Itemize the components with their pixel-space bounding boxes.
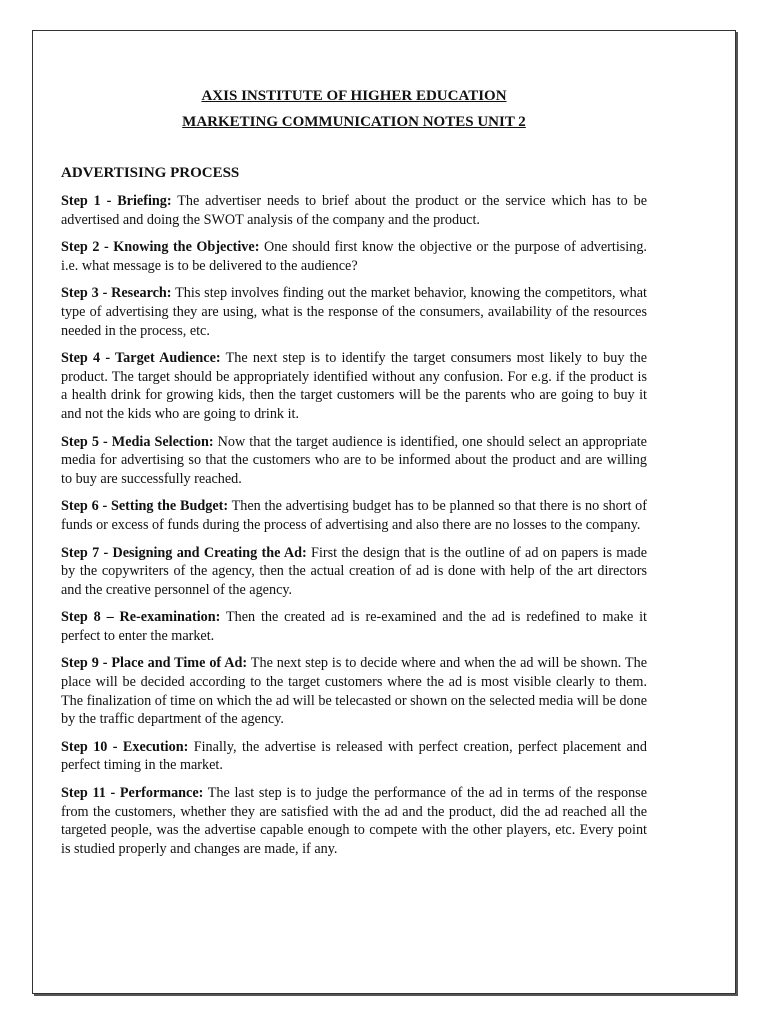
document-body xyxy=(61,86,647,858)
step-3-text: This step involves finding out the market behavior, knowing the competitors, what type of advertising they are using, what is the response of the consumers, availability of the resources needed in the process, etc. xyxy=(61,285,648,339)
step-7-paragraph xyxy=(61,544,647,600)
institute-title: AXIS INSTITUTE OF HIGHER EDUCATION xyxy=(201,88,507,104)
step-11-label: Step 11 - Performance: xyxy=(61,785,204,802)
notes-subtitle: MARKETING COMMUNICATION NOTES UNIT 2 xyxy=(182,114,526,130)
step-7-label: Step 7 - Designing and Creating the Ad: xyxy=(61,544,307,561)
step-4-text: The next step is to identify the target consumers most likely to buy the product. The target should be appropriately identified without any confusion. For e.g. if the product is a health drink for growing kids, then the target customers will be the parents who are going to buy it and not the kids who are going to drink it. xyxy=(61,350,647,422)
step-4-label: Step 4 - Target Audience: xyxy=(61,350,221,367)
step-10-paragraph xyxy=(61,738,647,775)
step-11-text: The last step is to judge the performance of the ad in terms of the response from the customers, whether they are satisfied with the ad and the product, did the ad reached all the targeted people, was the advertise capable enough to compete with the other players, etc. Every point is studied properly and changes are made, if any. xyxy=(61,785,647,857)
step-8-paragraph xyxy=(61,608,647,645)
step-6-text: Then the advertising budget has to be planned so that there is no short of funds or excess of funds during the process of advertising and also there are no losses to the company. xyxy=(61,498,647,533)
step-9-text: The next step is to decide where and when the ad will be shown. The place will be decided according to the target customers where the ad is most visible clearly to them. The finalization of time on which the ad will be telecasted or shown on the selected media will be done by the traffic department of the agency. xyxy=(61,655,647,728)
section-heading: ADVERTISING PROCESS xyxy=(61,165,240,181)
step-10-label: Step 10 - Execution: xyxy=(61,738,189,755)
step-8-label: Step 8 – Re-examination: xyxy=(61,609,221,626)
step-4-paragraph xyxy=(61,349,647,423)
step-1-label: Step 1 - Briefing: xyxy=(61,193,172,209)
step-10-text: Finally, the advertise is released with perfect creation, perfect placement and perfect timing in the market. xyxy=(61,738,647,774)
step-6-label: Step 6 - Setting the Budget: xyxy=(61,498,229,515)
step-2-paragraph xyxy=(61,238,647,275)
step-5-text: Now that the target audience is identified, one should select an appropriate media for advertising so that the customers who are to be informed about the product and are willing to buy are successfully reached. xyxy=(61,433,647,487)
step-6-paragraph xyxy=(61,497,647,534)
step-3-label: Step 3 - Research: xyxy=(61,285,172,302)
step-5-label: Step 5 - Media Selection: xyxy=(61,433,214,450)
step-2-label: Step 2 - Knowing the Objective: xyxy=(61,239,260,256)
step-7-text: First the design that is the outline of ad on papers is made by the copywriters of the agency, then the actual creation of ad is done with help of the art directors and the creative personnel of the agency. xyxy=(61,544,648,598)
step-9-paragraph xyxy=(61,654,647,728)
step-9-label: Step 9 - Place and Time of Ad: xyxy=(61,655,248,672)
step-2-text: One should first know the objective or the purpose of advertising. i.e. what message is to be delivered to the audience? xyxy=(61,239,647,274)
step-1-paragraph xyxy=(61,192,647,229)
step-1-text: The advertiser needs to brief about the product or the service which has to be advertised and doing the SWOT analysis of the company and the product. xyxy=(61,193,647,228)
step-3-paragraph xyxy=(61,284,647,340)
step-5-paragraph xyxy=(61,433,647,489)
step-11-paragraph xyxy=(61,784,647,858)
step-8-text: Then the created ad is re-examined and the ad is redefined to make it perfect to enter the market. xyxy=(61,609,647,644)
